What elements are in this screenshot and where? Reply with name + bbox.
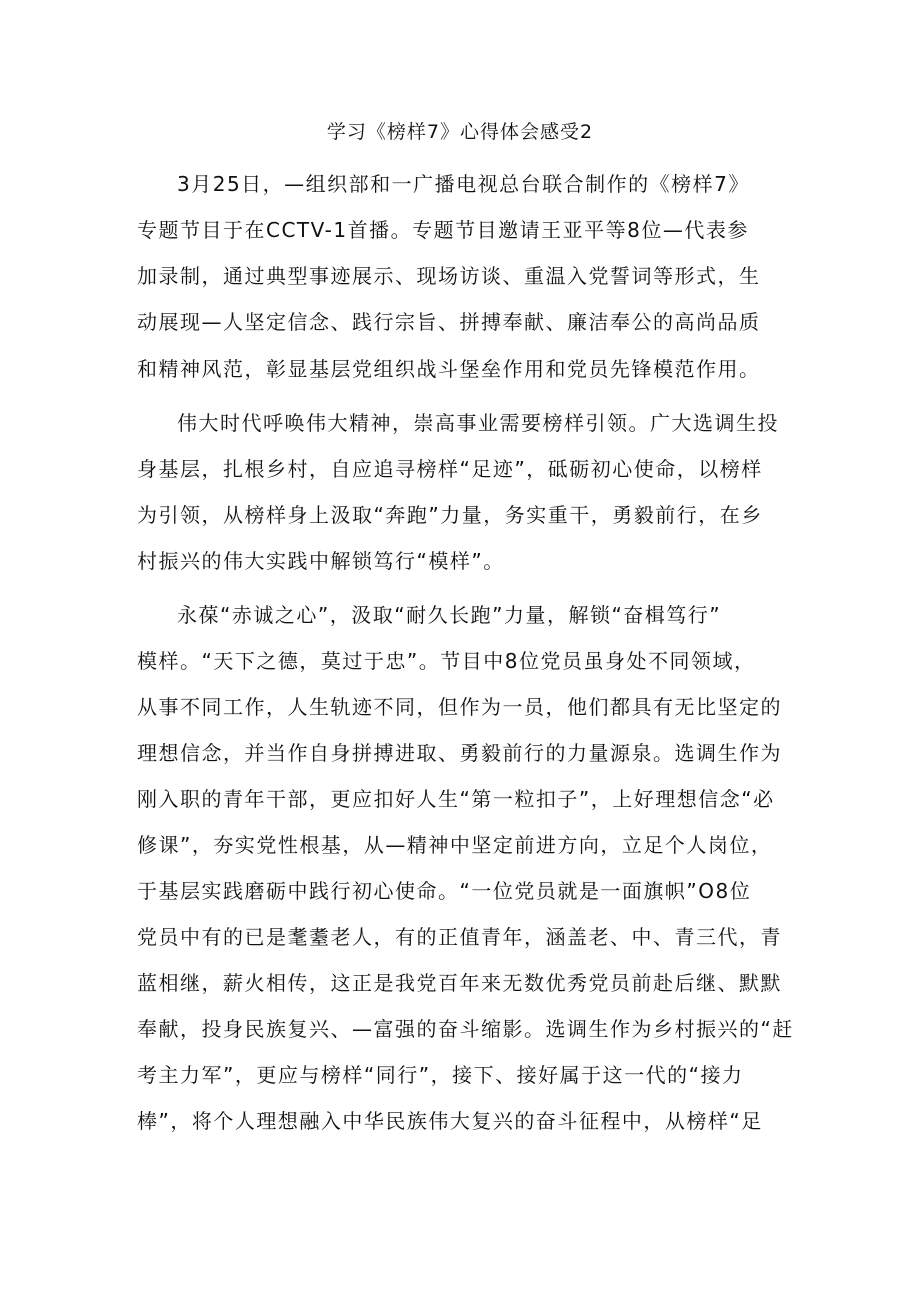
- body-line-5: 和精神风范，彰显基层党组织战斗堡垒作用和党员先锋模范作用。: [137, 357, 761, 381]
- body-line-7: 身基层，扎根乡村，自应追寻榜样“足迹”，砥砺初心使命，以榜样: [137, 457, 763, 481]
- body-line-11: 模样。“天下之德，莫过于忠”。节目中8位党员虽身处不同领域，: [137, 649, 756, 673]
- body-line-19: 奉献，投身民族复兴、—富强的奋斗缩影。选调生作为乡村振兴的“赶: [137, 1017, 794, 1041]
- body-line-3: 加录制，通过典型事迹展示、现场访谈、重温入党誓词等形式，生: [137, 264, 761, 288]
- body-line-18: 蓝相继，薪火相传，这正是我党百年来无数优秀党员前赴后继、默默: [137, 971, 782, 995]
- body-line-17: 党员中有的已是耄耋老人，有的正值青年，涵盖老、中、青三代，青: [137, 925, 782, 949]
- body-line-2: 专题节目于在CCTV-1首播。专题节目邀请王亚平等8位—代表参: [137, 218, 749, 242]
- body-line-13: 理想信念，并当作自身拼搏进取、勇毅前行的力量源泉。选调生作为: [137, 741, 782, 765]
- body-line-6: 伟大时代呼唤伟大精神，崇高事业需要榜样引领。广大选调生投: [177, 411, 779, 435]
- body-line-16: 于基层实践磨砺中践行初心使命。“一位党员就是一面旗帜”O8位: [137, 879, 752, 903]
- body-line-21: 棒”，将个人理想融入中华民族伟大复兴的奋斗征程中，从榜样“足: [137, 1109, 763, 1133]
- body-line-1: 3月25日，—组织部和一广播电视总台联合制作的《榜样7》: [177, 172, 750, 196]
- body-line-12: 从事不同工作，人生轨迹不同，但作为一员，他们都具有无比坚定的: [137, 695, 782, 719]
- body-line-14: 刚入职的青年干部，更应扣好人生“第一粒扣子”，上好理想信念“必: [137, 787, 775, 811]
- body-line-4: 动展现—人坚定信念、践行宗旨、拼搏奉献、廉洁奉公的高尚品质: [137, 310, 761, 334]
- body-line-20: 考主力军”，更应与榜样“同行”，接下、接好属于这一代的“接力: [137, 1063, 744, 1087]
- body-line-9: 村振兴的伟大实践中解锁笃行“模样”。: [137, 549, 505, 573]
- body-line-8: 为引领，从榜样身上汲取“奔跑”力量，务实重干，勇毅前行，在乡: [137, 503, 763, 527]
- body-line-10: 永葆“赤诚之心”，汲取“耐久长跑”力量，解锁“奋楫笃行”: [177, 603, 722, 627]
- document-title: 学习《榜样7》心得体会感受2: [326, 121, 594, 143]
- body-line-15: 修课”，夯实党性根基，从—精神中坚定前进方向，立足个人岗位，: [137, 833, 773, 857]
